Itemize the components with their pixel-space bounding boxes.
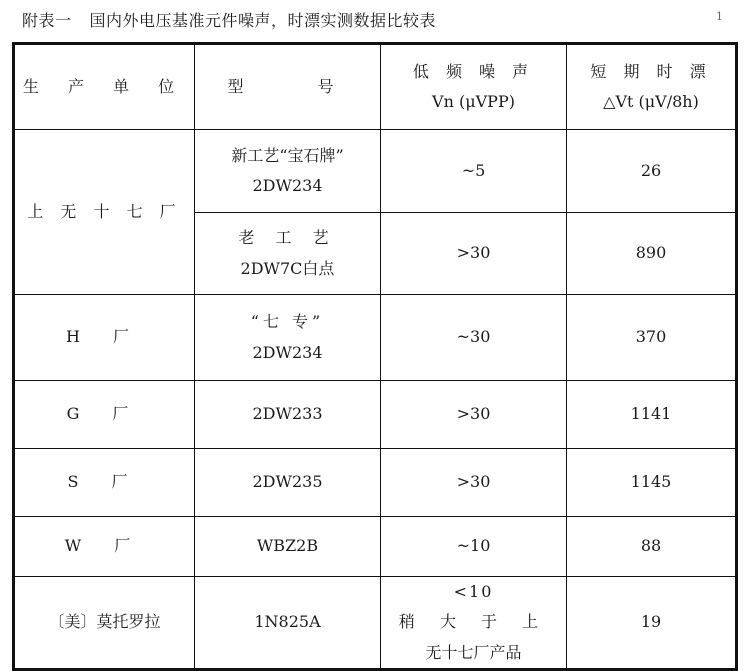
cell-manufacturer: G 厂 [14, 381, 195, 449]
cell-drift: 1141 [567, 381, 737, 449]
header-drift [567, 44, 737, 130]
cell-drift: 890 [567, 213, 737, 295]
cell-model: WBZ2B [195, 517, 381, 577]
table-row [14, 295, 737, 381]
header-row [14, 44, 737, 130]
cell-drift: 88 [567, 517, 737, 577]
cell-manufacturer: 〔美〕莫托罗拉 [14, 577, 195, 670]
caption-title: 国内外电压基准元件噪声，时漂实测数据比较表 [89, 11, 437, 30]
comparison-table [12, 42, 738, 671]
cell-drift: 370 [567, 295, 737, 381]
header-noise-unit: Vn (μVPP) [432, 92, 515, 111]
cell-model: 2DW235 [195, 449, 381, 517]
header-noise [381, 44, 567, 130]
table-row [14, 517, 737, 577]
cell-model: 新工艺“宝石牌” 2DW234 [195, 130, 381, 213]
page-mark: 1 [716, 10, 723, 23]
caption-label: 附表一 [22, 11, 72, 30]
cell-drift: 26 [567, 130, 737, 213]
cell-model: “七 专” 2DW234 [195, 295, 381, 381]
cell-noise: ~30 [381, 295, 567, 381]
table-row [14, 577, 737, 670]
cell-model: 1N825A [195, 577, 381, 670]
cell-noise: <10 稍 大 于 上 无十七厂产品 [381, 577, 567, 670]
cell-noise: ~5 [381, 130, 567, 213]
cell-manufacturer: H 厂 [14, 295, 195, 381]
table-caption [22, 8, 436, 31]
header-drift-unit: △Vt (μV/8h) [603, 92, 699, 111]
cell-manufacturer: W 厂 [14, 517, 195, 577]
cell-drift: 19 [567, 577, 737, 670]
cell-noise: ~10 [381, 517, 567, 577]
cell-model: 2DW233 [195, 381, 381, 449]
table-row [14, 449, 737, 517]
cell-model: 老 工 艺 2DW7C白点 [195, 213, 381, 295]
table-row [14, 130, 737, 213]
cell-manufacturer: S 厂 [14, 449, 195, 517]
cell-drift: 1145 [567, 449, 737, 517]
table-row [14, 381, 737, 449]
header-noise-title: 低 频 噪 声 [412, 61, 535, 81]
cell-noise: >30 [381, 449, 567, 517]
cell-noise: >30 [381, 381, 567, 449]
cell-manufacturer: 上 无 十 七 厂 [14, 130, 195, 295]
header-model: 型 号 [195, 44, 381, 130]
cell-noise: >30 [381, 213, 567, 295]
header-drift-title: 短 期 时 漂 [590, 61, 712, 81]
header-manufacturer: 生 产 单 位 [14, 44, 195, 130]
